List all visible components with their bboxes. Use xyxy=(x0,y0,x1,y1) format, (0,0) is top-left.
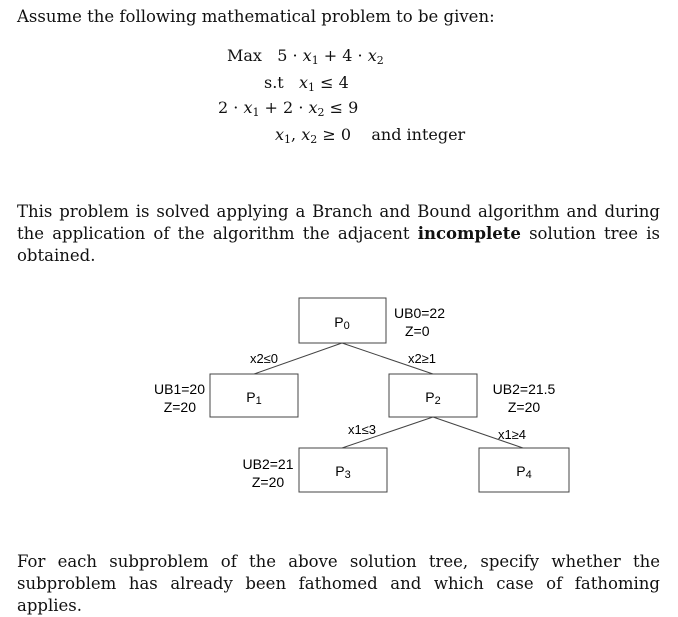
objective-line xyxy=(227,46,384,66)
paragraph-text-after: solution tree is obtained. xyxy=(17,224,660,265)
constraint-2: $2 \cdot x_1 + 2 \cdot x_2 \le 9$ xyxy=(218,98,359,119)
z-p1: Z=20 xyxy=(163,399,196,415)
st-label: s.t xyxy=(264,73,284,92)
z-p0: Z=0 xyxy=(405,323,430,339)
node-p0 xyxy=(299,298,386,343)
question-text: For each subproblem of the above solution tree, specify whether the subproblem has already been fathomed and which case of fathoming applies. xyxy=(17,552,660,615)
node-p3 xyxy=(299,448,387,492)
node-p2 xyxy=(389,374,477,417)
node-p4-label: P4 xyxy=(516,463,532,481)
z-p2: Z=20 xyxy=(507,399,541,415)
ub-p0: UB0=22 xyxy=(394,305,445,321)
bounds-p3 xyxy=(243,456,294,490)
bounds-p2 xyxy=(493,381,556,415)
edge-label-p0-p1: x2≤0 xyxy=(249,351,279,366)
edge-label-p0-p2: x2≥1 xyxy=(407,351,437,366)
edge-label-p2-p4: x1≥4 xyxy=(497,427,527,442)
edge-label-p2-p3: x1≤3 xyxy=(347,422,377,437)
objective-expression: $5 \cdot x_1 + 4 \cdot x_2$ xyxy=(277,46,384,67)
intro-text: Assume the following mathematical problem to be given: xyxy=(17,7,495,26)
constraint-1: $x_1 \le 4$ xyxy=(299,73,349,94)
domain-line xyxy=(275,125,465,145)
domain-constraint: $x_1$, $x_2 \ge 0$ xyxy=(275,125,351,146)
objective-label: Max xyxy=(227,46,262,65)
node-p1-label: P1 xyxy=(246,389,262,407)
constraint-line-1 xyxy=(264,73,349,93)
solution-tree xyxy=(0,280,678,510)
bounds-p0 xyxy=(394,305,445,339)
node-p3-label: P3 xyxy=(335,463,351,481)
domain-note: and integer xyxy=(371,125,466,144)
algorithm-paragraph xyxy=(17,201,660,267)
node-p4 xyxy=(479,448,569,492)
paragraph-emphasis: incomplete xyxy=(417,224,521,243)
z-p3: Z=20 xyxy=(251,474,285,490)
node-p1 xyxy=(210,374,298,417)
paragraph-text-before: This problem is solved applying a Branch and Bound algorithm and during the application of the algorithm the adjacent xyxy=(17,202,660,243)
ub-p1: UB1=20 xyxy=(154,381,205,397)
node-p2-label: P2 xyxy=(425,389,441,407)
node-p0-label: P0 xyxy=(334,314,350,332)
ub-p3: UB2=21 xyxy=(242,456,294,472)
ub-p2: UB2=21.5 xyxy=(492,381,556,397)
bounds-p1 xyxy=(154,381,205,415)
